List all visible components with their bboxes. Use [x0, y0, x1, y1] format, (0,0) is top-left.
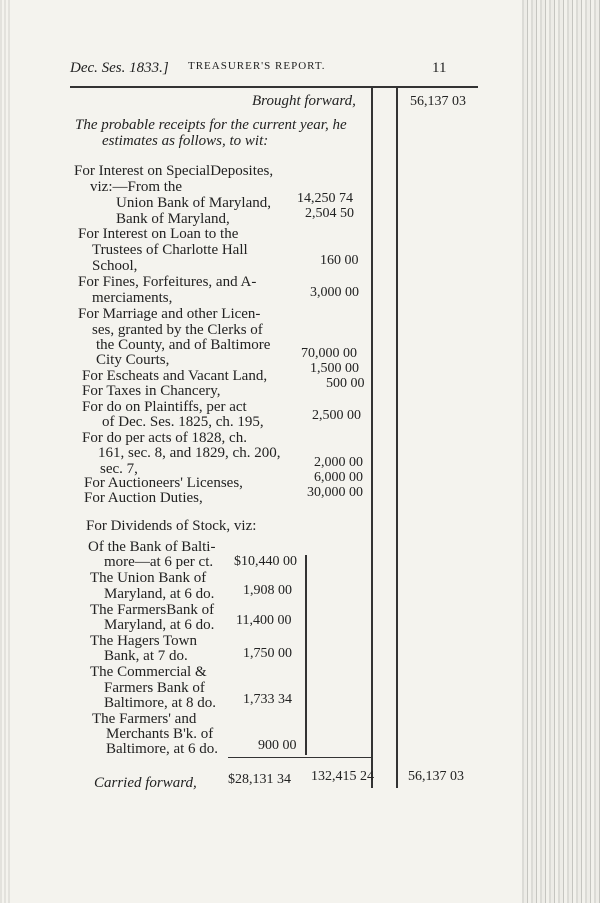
page-number: 11	[432, 60, 447, 76]
receipts-total-rule	[306, 757, 372, 758]
dividends-total-rule	[228, 757, 306, 758]
carried-forward-label: Carried forward,	[94, 775, 197, 791]
amount-div-commercial: 1,733 34	[243, 692, 292, 707]
brought-forward-amount: 56,137 03	[410, 94, 466, 109]
line-merciaments: merciaments,	[92, 290, 173, 306]
amount-licenses: 70,000 00	[301, 346, 357, 361]
line-div-baltimore-1: Of the Bank of Balti-	[88, 539, 216, 555]
line-bank-of-maryland: Bank of Maryland,	[116, 211, 230, 227]
line-county-baltimore: the County, and of Baltimore	[96, 337, 271, 353]
line-div-farmers-1: The FarmersBank of	[90, 602, 215, 618]
amount-plaintiffs: 2,500 00	[312, 408, 361, 423]
line-marriage: For Marriage and other Licen-	[78, 306, 261, 322]
line-div-commercial-3: Baltimore, at 8 do.	[104, 695, 217, 711]
line-union-bank: Union Bank of Maryland,	[116, 195, 271, 211]
intro-line-2: estimates as follows, to wit:	[102, 133, 269, 149]
line-acts-1828: For do per acts of 1828, ch.	[82, 430, 247, 446]
header-rule	[70, 86, 478, 88]
column-rule-balance	[396, 88, 398, 788]
line-div-union-2: Maryland, at 6 do.	[104, 586, 215, 602]
line-div-baltimore-2: more—at 6 per ct.	[104, 554, 214, 570]
carried-forward-dividends: $28,131 34	[228, 772, 291, 787]
amount-fines: 3,000 00	[310, 285, 359, 300]
amount-auctioneers: 6,000 00	[314, 470, 363, 485]
line-div-farmers-2: Maryland, at 6 do.	[104, 617, 215, 633]
line-trustees: Trustees of Charlotte Hall	[92, 242, 248, 258]
intro-line-1: The probable receipts for the current year, he	[75, 117, 347, 133]
amount-union-bank-interest: 14,250 74	[297, 191, 353, 206]
line-div-commercial-1: The Commercial &	[90, 664, 207, 680]
amount-div-farmers: 11,400 00	[236, 613, 292, 628]
amount-div-baltimore: $10,440 00	[234, 554, 297, 569]
carried-forward-receipts: 132,415 24	[311, 769, 374, 784]
line-ses-granted: ses, granted by the Clerks of	[92, 322, 263, 338]
line-div-merchants-2: Merchants B'k. of	[106, 726, 214, 742]
column-rule-receipts	[371, 88, 373, 788]
line-div-hagerstown-1: The Hagers Town	[90, 633, 197, 649]
line-fines: For Fines, Forfeitures, and A-	[78, 274, 257, 290]
amount-charlotte-hall: 160 00	[320, 253, 359, 268]
line-dividends-heading: For Dividends of Stock, viz:	[86, 518, 257, 534]
line-interest-loan: For Interest on Loan to the	[78, 226, 239, 242]
line-auction-duties: For Auction Duties,	[84, 490, 203, 506]
amount-bank-of-maryland-interest: 2,504 50	[305, 206, 354, 221]
carried-forward-balance: 56,137 03	[408, 769, 464, 784]
book-binding-edge	[522, 0, 600, 903]
amount-escheats: 1,500 00	[310, 361, 359, 376]
line-viz-from: viz:—From the	[90, 179, 183, 195]
line-div-hagerstown-2: Bank, at 7 do.	[104, 648, 188, 664]
line-sec-8: 161, sec. 8, and 1829, ch. 200,	[98, 445, 281, 461]
line-school: School,	[92, 258, 138, 274]
brought-forward-label: Brought forward,	[252, 93, 356, 109]
amount-acts-1828: 2,000 00	[314, 455, 363, 470]
line-chancery: For Taxes in Chancery,	[82, 383, 221, 399]
amount-chancery: 500 00	[326, 376, 365, 391]
line-special-deposits: For Interest on SpecialDeposites,	[74, 163, 274, 179]
line-div-merchants-1: The Farmers' and	[92, 711, 197, 727]
line-escheats: For Escheats and Vacant Land,	[82, 368, 268, 384]
page-left-edge	[0, 0, 12, 903]
amount-div-hagerstown: 1,750 00	[243, 646, 292, 661]
line-sec-7: sec. 7,	[100, 461, 138, 477]
line-act-1825: of Dec. Ses. 1825, ch. 195,	[102, 414, 264, 430]
amount-div-merchants: 900 00	[258, 738, 297, 753]
line-plaintiffs: For do on Plaintiffs, per act	[82, 399, 247, 415]
amount-div-union: 1,908 00	[243, 583, 292, 598]
line-city-courts: City Courts,	[96, 352, 170, 368]
line-div-commercial-2: Farmers Bank of	[104, 680, 205, 696]
header-session: Dec. Ses. 1833.]	[70, 60, 169, 76]
amount-auction-duties: 30,000 00	[307, 485, 363, 500]
line-div-union-1: The Union Bank of	[90, 570, 207, 586]
header-title: TREASURER'S REPORT.	[188, 60, 326, 72]
column-rule-dividends	[305, 555, 307, 755]
line-div-merchants-3: Baltimore, at 6 do.	[106, 741, 219, 757]
line-auctioneers: For Auctioneers' Licenses,	[84, 475, 243, 491]
